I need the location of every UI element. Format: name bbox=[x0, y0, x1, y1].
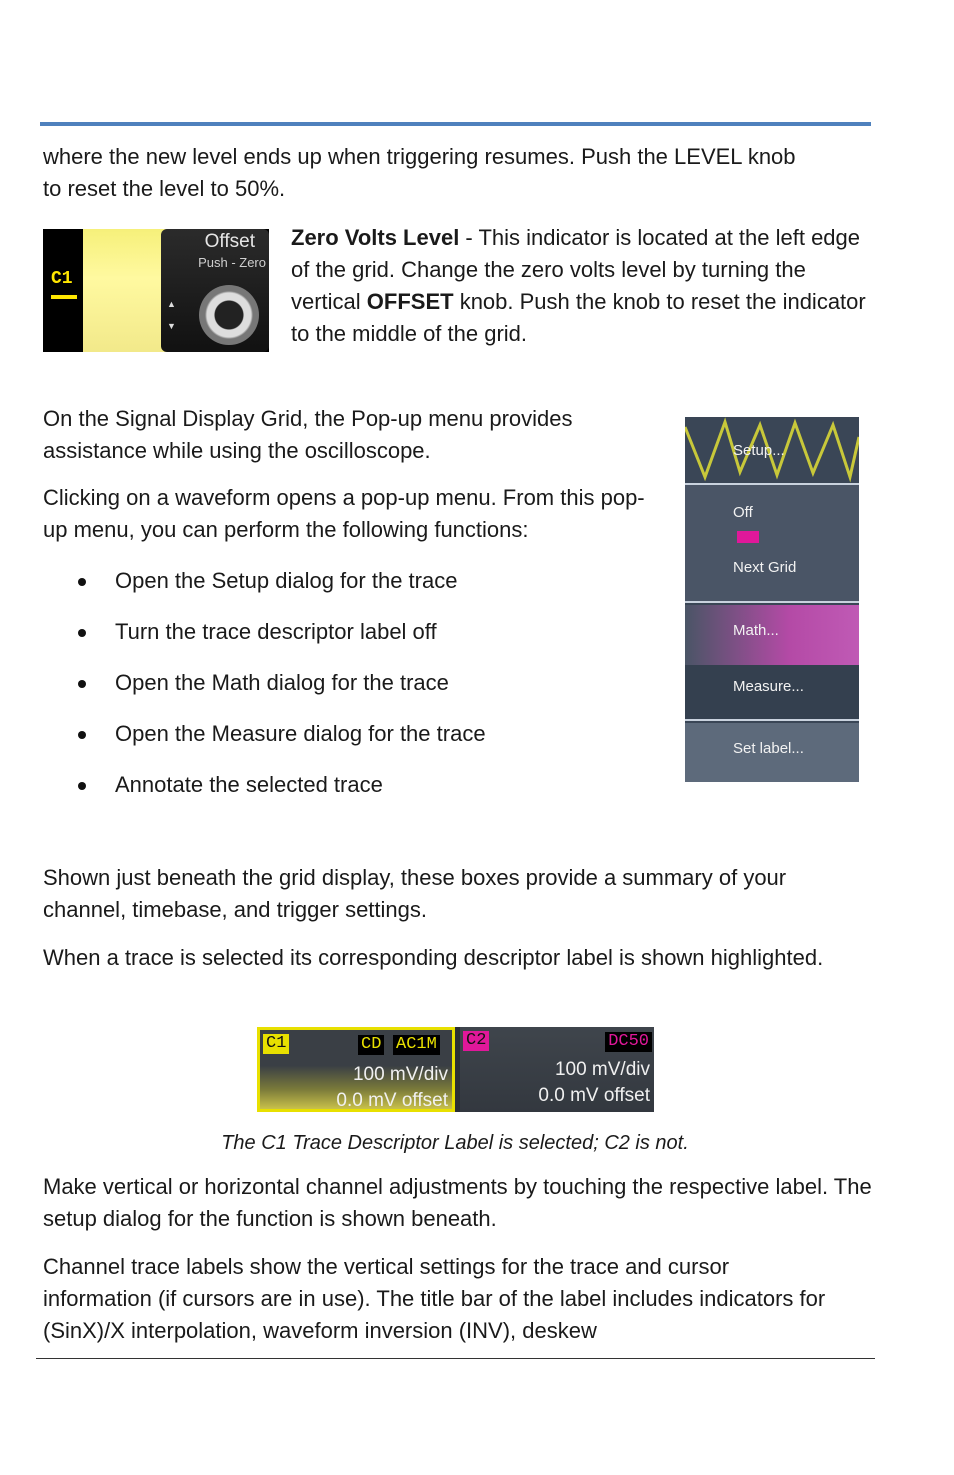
offset-bold: OFFSET bbox=[366, 289, 454, 314]
c2-descriptor-label[interactable] bbox=[460, 1027, 654, 1112]
header-rule bbox=[40, 122, 871, 126]
knob-subtitle: Push - Zero bbox=[198, 255, 266, 270]
c1-coupling-badge: CD bbox=[358, 1035, 384, 1055]
list-item: Open the Math dialog for the trace bbox=[43, 667, 663, 718]
menu-item-next-grid[interactable]: Next Grid bbox=[733, 559, 797, 576]
c2-tag: C2 bbox=[463, 1031, 489, 1051]
c2-offset: 0.0 mV offset bbox=[538, 1085, 650, 1106]
list-item: Open the Measure dialog for the trace bbox=[43, 718, 663, 769]
descriptor-paragraph-4 bbox=[43, 1251, 843, 1347]
descriptor-paragraph-3 bbox=[43, 1171, 873, 1235]
list-item: Turn the trace descriptor label off bbox=[43, 616, 663, 667]
c1-descriptor-label[interactable] bbox=[257, 1027, 455, 1112]
c1-input-badge: AC1M bbox=[393, 1035, 440, 1055]
popup-paragraph-1 bbox=[43, 403, 663, 467]
offset-knob-panel bbox=[161, 229, 269, 352]
descriptor-paragraph-1 bbox=[43, 862, 873, 926]
zero-volts-text-2: knob. Push the knob to reset the indicator to the middle of the grid. bbox=[291, 289, 866, 346]
zero-level-marker bbox=[51, 295, 77, 299]
arrow-up-icon: ▲ bbox=[167, 299, 176, 309]
c2-coupling-badge: DC50 bbox=[605, 1032, 652, 1052]
menu-separator bbox=[685, 601, 859, 603]
descriptor-text-4: Channel trace labels show the vertical settings for the trace and cursor information (if cursors are in use). The title bar of the label includes indicators for (SinX)/X interpolation, waveform inversion (INV), deskew bbox=[43, 1254, 826, 1343]
descriptor-text-2: When a trace is selected its corresponding descriptor label is shown highlighted. bbox=[43, 945, 824, 970]
menu-item-set-label[interactable]: Set label... bbox=[733, 740, 804, 757]
popup-paragraph-2 bbox=[43, 482, 663, 546]
popup-text-2: Clicking on a waveform opens a pop-up menu. From this pop-up menu, you can perform the following functions: bbox=[43, 485, 645, 542]
menu-item-off[interactable]: Off bbox=[733, 504, 753, 521]
footer-rule bbox=[36, 1358, 875, 1359]
menu-item-measure[interactable]: Measure... bbox=[733, 678, 804, 695]
menu-separator bbox=[685, 719, 859, 721]
menu-item-setup[interactable]: Setup... bbox=[733, 442, 785, 459]
list-item: Open the Setup dialog for the trace bbox=[43, 565, 663, 616]
list-item: Annotate the selected trace bbox=[43, 769, 663, 820]
descriptor-labels-image bbox=[257, 1027, 654, 1112]
intro-line-2: to reset the level to 50%. bbox=[43, 176, 286, 201]
menu-separator bbox=[685, 483, 859, 485]
menu-band bbox=[685, 483, 859, 603]
c2-scale: 100 mV/div bbox=[554, 1059, 650, 1080]
c1-tag: C1 bbox=[263, 1034, 289, 1054]
offset-knob-icon bbox=[199, 285, 259, 345]
zero-volts-title: Zero Volts Level bbox=[291, 225, 460, 250]
up-down-arrows-icon bbox=[167, 297, 176, 333]
channel-label: C1 bbox=[51, 269, 73, 289]
popup-menu-image bbox=[685, 417, 859, 782]
zero-volts-text-1: - This indicator is located at the left edge of the grid. Change the zero volts level by turning the vertical bbox=[291, 225, 861, 314]
intro-paragraph bbox=[43, 141, 873, 205]
c1-scale: 100 mV/div bbox=[352, 1064, 448, 1085]
popup-text-1: On the Signal Display Grid, the Pop-up menu provides assistance while using the oscilloscope. bbox=[43, 406, 573, 463]
intro-line-1: where the new level ends up when triggering resumes. Push the LEVEL knob bbox=[43, 144, 796, 169]
descriptor-paragraph-2 bbox=[43, 942, 873, 974]
arrow-down-icon: ▼ bbox=[167, 321, 176, 331]
function-list bbox=[43, 565, 663, 820]
magenta-marker bbox=[737, 531, 759, 543]
figure-caption: The C1 Trace Descriptor Label is selected; C2 is not. bbox=[221, 1132, 689, 1154]
descriptor-text-3: Make vertical or horizontal channel adjustments by touching the respective label. The setup dialog for the function is shown beneath. bbox=[43, 1174, 872, 1231]
menu-item-math[interactable]: Math... bbox=[733, 622, 779, 639]
zero-volts-image bbox=[43, 229, 269, 352]
knob-title: Offset bbox=[204, 231, 255, 252]
c1-offset: 0.0 mV offset bbox=[336, 1090, 448, 1111]
descriptor-text-1: Shown just beneath the grid display, these boxes provide a summary of your channel, timebase, and trigger settings. bbox=[43, 865, 787, 922]
zero-volts-paragraph bbox=[291, 222, 866, 350]
